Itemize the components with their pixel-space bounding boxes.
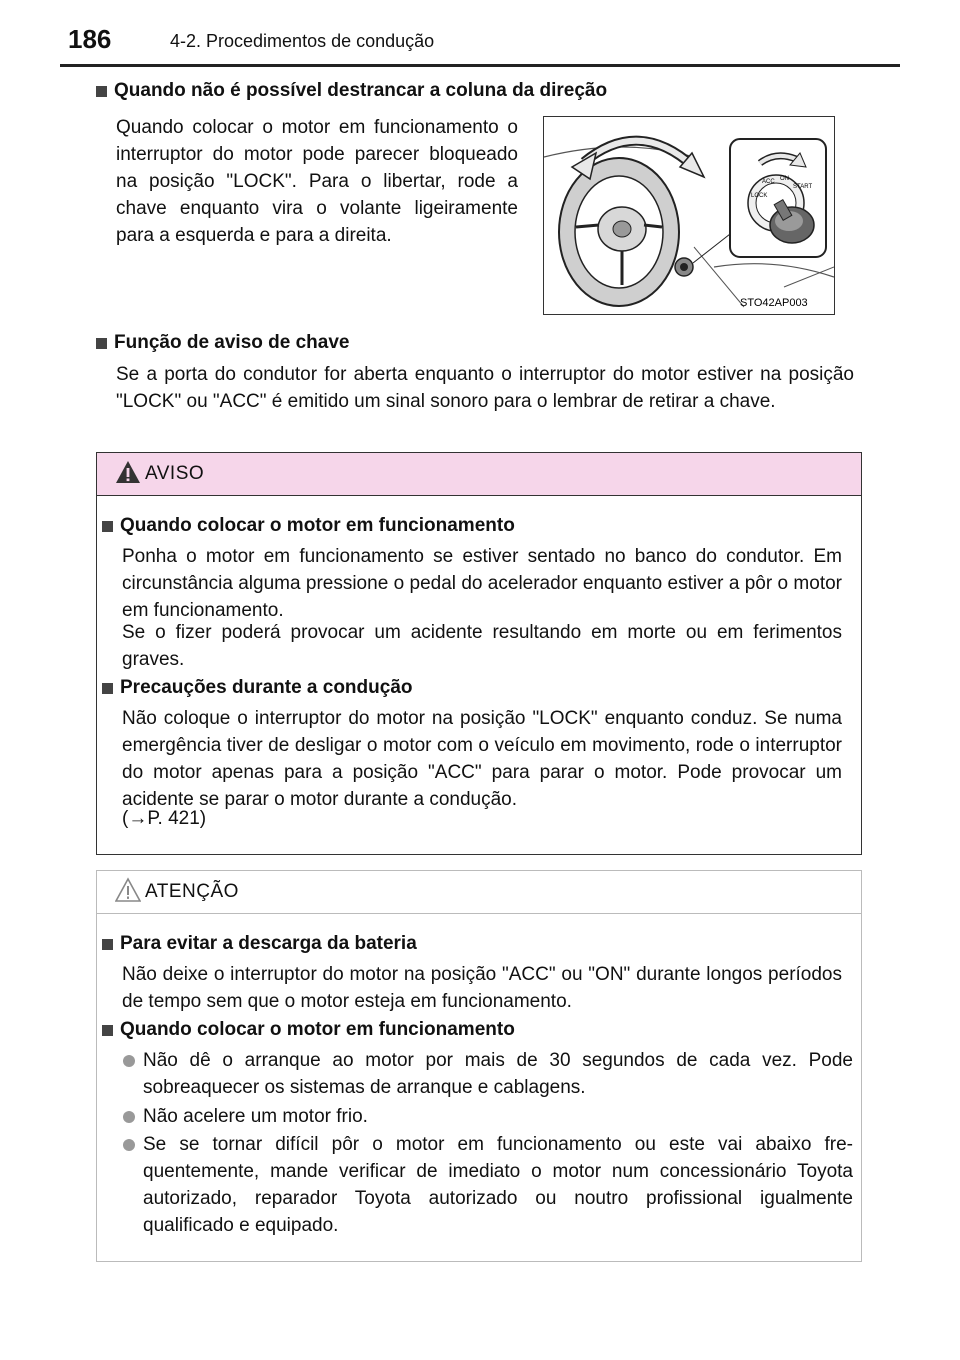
caution-item-text: Não deixe o interruptor do motor na posição "ACC" ou "ON" durante longos períodos de tempo sem que o motor esteja em funcionamento. — [122, 964, 842, 1012]
square-bullet-icon — [96, 338, 107, 349]
round-bullet-icon — [123, 1111, 135, 1123]
square-bullet-icon — [102, 683, 113, 694]
section-title: 4-2. Procedimentos de condução — [170, 31, 435, 51]
header-divider — [60, 64, 900, 67]
page-number: 186 — [68, 24, 112, 54]
square-bullet-icon — [102, 1025, 113, 1036]
list-item-text: Se se tornar difícil pôr o motor em funcionamento ou este vai abaixo frequentemente, mande verificar de imediato o motor num concessionário Toyota autorizado, reparador Toyota autorizado ou noutro profissional igualmente qualificado e equipado. — [143, 1134, 853, 1236]
caution-box — [96, 870, 862, 1262]
warning-item-text: Ponha o motor em funcionamento se estiver sentado no banco do condutor. Em circunstância alguma pressione o pedal do acelerador enquanto estiver a pôr o motor em funcionamento. — [122, 546, 842, 621]
steering-lock-heading-text: Quando não é possível destrancar a coluna da direção — [114, 80, 608, 101]
warning-item-text: Não coloque o interruptor do motor na posição "LOCK" enquanto conduz. Se numa emergência tiver de desligar o motor com o veículo em movimento, rode o interruptor do motor apenas para a posição "ACC" para parar o motor. Pode provocar um acidente se parar o motor durante a condução. — [122, 708, 842, 810]
on-label: ON — [780, 176, 789, 182]
page-reference-link[interactable]: (→P. 421) — [122, 808, 207, 829]
key-warning-heading-text: Função de aviso de chave — [114, 332, 350, 353]
caution-item-heading-text: Para evitar a descarga da bateria — [120, 933, 417, 954]
figure-code: STO42AP003 — [740, 297, 808, 309]
caution-item-heading — [102, 933, 417, 955]
start-label: START — [793, 184, 813, 190]
steering-wheel-icon — [544, 117, 834, 314]
warning-box — [96, 452, 862, 855]
steering-lock-heading — [96, 80, 607, 102]
round-bullet-icon — [123, 1139, 135, 1151]
square-bullet-icon — [102, 521, 113, 532]
caution-box-header — [97, 871, 861, 914]
warning-item-heading — [102, 515, 515, 537]
caution-triangle-icon — [115, 877, 141, 903]
caution-item-heading-text: Quando colocar o motor em funcionamento — [120, 1019, 515, 1040]
key-warning-text: Se a porta do condutor for aberta enquanto o interruptor do motor estiver na posição "LOCK" ou "ACC" é emitido um sinal sonoro para o lembrar de retirar a chave. — [116, 364, 854, 412]
warning-box-header — [97, 453, 861, 496]
warning-item-heading — [102, 677, 413, 699]
list-item-text: Não dê o arranque ao motor por mais de 30 segundos de cada vez. Pode sobreaquecer os sistemas de arranque e cablagens. — [143, 1050, 853, 1098]
warning-item-text: Se o fizer poderá provocar um acidente resultando em morte ou em ferimentos graves. — [122, 622, 842, 670]
caution-item-heading — [102, 1019, 515, 1041]
square-bullet-icon — [102, 939, 113, 950]
warning-item-heading-text: Precauções durante a condução — [120, 677, 413, 698]
square-bullet-icon — [96, 86, 107, 97]
round-bullet-icon — [123, 1055, 135, 1067]
steering-lock-text: Quando colocar o motor em funcionamento o interruptor do motor pode parecer bloqueado na posição "LOCK". Para o libertar, rode a chave enquanto vira o volante ligeiramente para a esquerda e para a direita. — [116, 117, 518, 246]
caution-box-title: ATENÇÃO — [145, 881, 239, 902]
warning-triangle-icon — [115, 459, 141, 485]
lock-label: LOCK — [751, 193, 768, 199]
steering-wheel-illustration — [543, 116, 835, 315]
list-item-text: Não acelere um motor frio. — [143, 1106, 368, 1127]
warning-box-title: AVISO — [145, 463, 205, 484]
warning-item-heading-text: Quando colocar o motor em funcionamento — [120, 515, 515, 536]
acc-label: ACC — [762, 179, 775, 185]
key-warning-heading — [96, 332, 349, 354]
